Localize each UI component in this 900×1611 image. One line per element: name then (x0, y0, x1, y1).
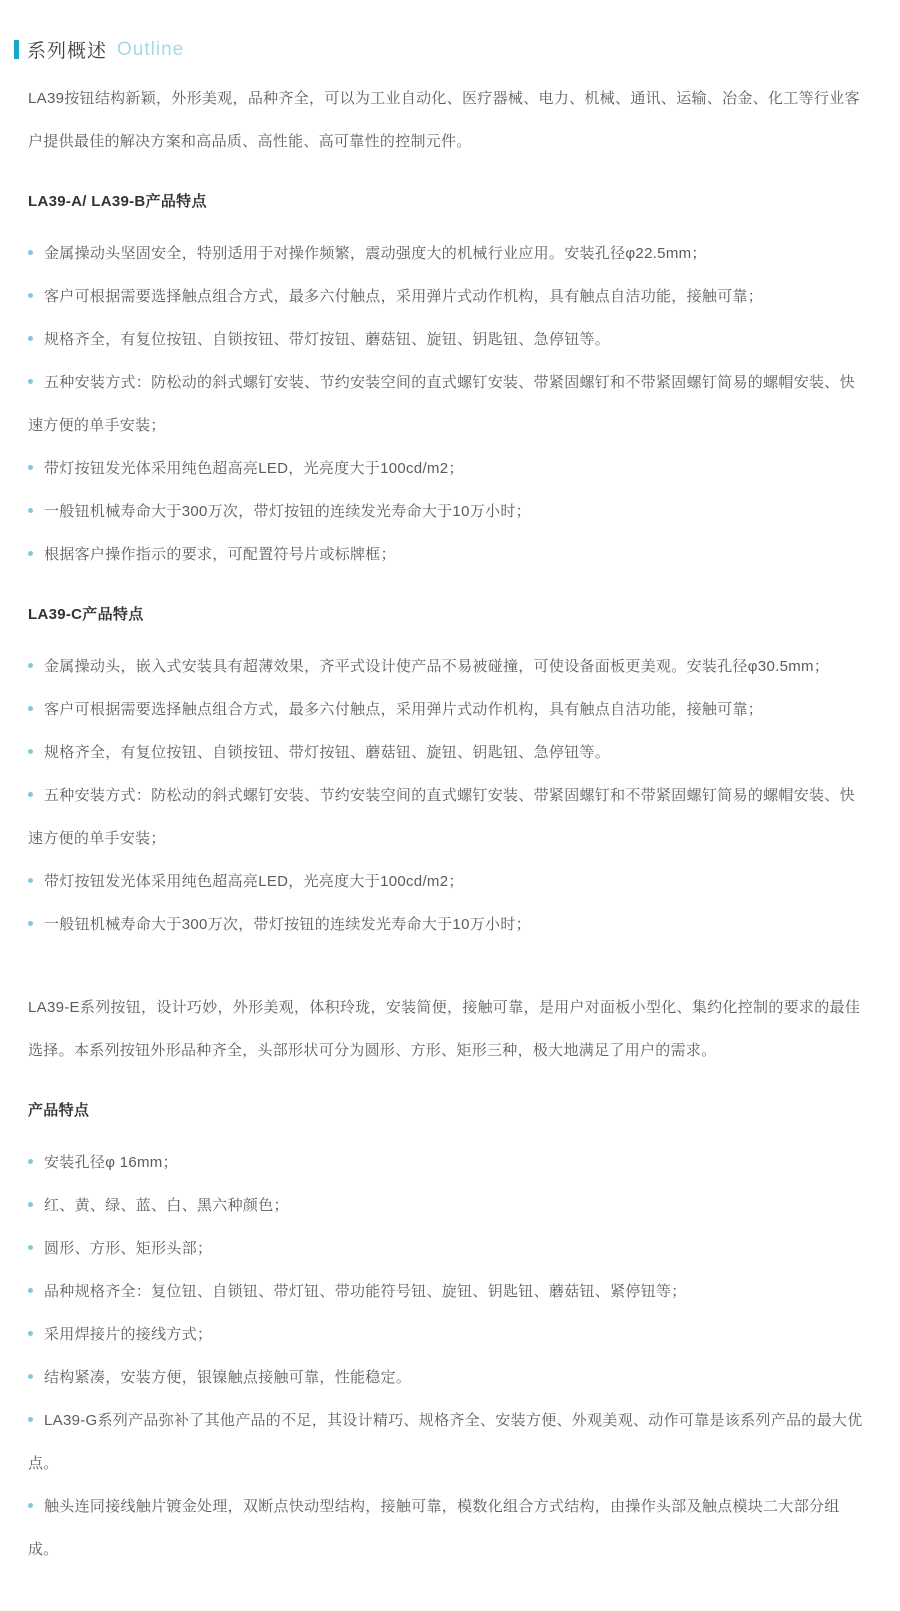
bullet-dot-icon (28, 1331, 33, 1336)
bullet-item (28, 688, 870, 731)
bullet-text: 规格齐全，有复位按钮、自锁按钮、带灯按钮、蘑菇钮、旋钮、钥匙钮、急停钮等。 (44, 744, 611, 761)
bullet-text: 客户可根据需要选择触点组合方式，最多六付触点，采用弹片式动作机构，具有触点自洁功能，接触可靠； (44, 701, 764, 718)
bullet-text: 结构紧凑，安装方便，银镍触点接触可靠，性能稳定。 (44, 1369, 412, 1386)
bullet-text: LA39-G系列产品弥补了其他产品的不足，其设计精巧、规格齐全、安装方便、外观美观、动作可靠是该系列产品的最大优点。 (28, 1412, 863, 1472)
bullet-dot-icon (28, 1202, 33, 1207)
bullet-item (28, 903, 870, 946)
bullet-item (28, 645, 870, 688)
bullet-text: 一般钮机械寿命大于300万次，带灯按钮的连续发光寿命大于10万小时； (44, 916, 531, 933)
bullet-dot-icon (28, 336, 33, 341)
bullet-item (28, 1227, 870, 1270)
bullet-text: 采用焊接片的接线方式； (44, 1326, 213, 1343)
section-heading: LA39-A/ LA39-B产品特点 (28, 193, 207, 210)
bullet-dot-icon (28, 1288, 33, 1293)
bullet-item (28, 1356, 870, 1399)
bullet-item (28, 275, 870, 318)
bullet-item (28, 447, 870, 490)
bullet-text: 品种规格齐全：复位钮、自锁钮、带灯钮、带功能符号钮、旋钮、钥匙钮、蘑菇钮、紧停钮等； (44, 1283, 687, 1300)
bullet-text: 规格齐全，有复位按钮、自锁按钮、带灯按钮、蘑菇钮、旋钮、钥匙钮、急停钮等。 (44, 331, 611, 348)
bullet-text: 安装孔径φ 16mm； (44, 1154, 178, 1171)
bullet-item (28, 490, 870, 533)
bullet-text: 根据客户操作指示的要求，可配置符号片或标牌框； (44, 546, 396, 563)
bullet-item (28, 1313, 870, 1356)
section-paragraph: LA39-E系列按钮，设计巧妙，外形美观，体积玲珑，安装简便，接触可靠，是用户对面板小型化、集约化控制的要求的最佳选择。本系列按钮外形品种齐全，头部形状可分为圆形、方形、矩形三种，极大地满足了用户的需求。 (28, 999, 861, 1059)
bullet-text: 触头连同接线触片镀金处理，双断点快动型结构，接触可靠，模数化组合方式结构，由操作头部及触点模块二大部分组成。 (28, 1498, 840, 1558)
bullet-dot-icon (28, 379, 33, 384)
bullet-text: 客户可根据需要选择触点组合方式，最多六付触点，采用弹片式动作机构，具有触点自洁功能，接触可靠； (44, 288, 764, 305)
page-title-en: Outline (117, 38, 185, 60)
bullet-item (28, 1399, 870, 1485)
section-heading: LA39-C产品特点 (28, 606, 144, 623)
bullet-item (28, 731, 870, 774)
bullet-dot-icon (28, 706, 33, 711)
bullet-dot-icon (28, 508, 33, 513)
bullet-list (28, 1141, 870, 1571)
bullet-item (28, 533, 870, 576)
bullet-item (28, 361, 870, 447)
bullet-item (28, 232, 870, 275)
bullet-text: 圆形、方形、矩形头部； (44, 1240, 213, 1257)
sections (28, 190, 870, 1571)
section-header (14, 36, 870, 63)
bullet-list (28, 232, 870, 576)
bullet-dot-icon (28, 250, 33, 255)
bullet-dot-icon (28, 1245, 33, 1250)
bullet-dot-icon (28, 749, 33, 754)
bullet-item (28, 318, 870, 361)
intro-paragraph: LA39按钮结构新颖，外形美观，品种齐全，可以为工业自动化、医疗器械、电力、机械、通讯、运输、冶金、化工等行业客户提供最佳的解决方案和高品质、高性能、高可靠性的控制元件。 (28, 90, 860, 150)
bullet-list (28, 645, 870, 946)
page-title: 系列概述 (27, 41, 108, 62)
bullet-item (28, 1141, 870, 1184)
bullet-text: 带灯按钮发光体采用纯色超高亮LED，光亮度大于100cd/m2； (44, 873, 464, 890)
bullet-dot-icon (28, 878, 33, 883)
bullet-item (28, 860, 870, 903)
bullet-dot-icon (28, 551, 33, 556)
bullet-text: 红、黄、绿、蓝、白、黑六种颜色； (44, 1197, 289, 1214)
bullet-item (28, 1485, 870, 1571)
bullet-dot-icon (28, 1159, 33, 1164)
bullet-text: 金属操动头坚固安全，特别适用于对操作频繁，震动强度大的机械行业应用。安装孔径φ22.5mm； (44, 245, 707, 262)
bullet-dot-icon (28, 1374, 33, 1379)
section-heading: 产品特点 (28, 1102, 90, 1119)
bullet-item (28, 1270, 870, 1313)
bullet-dot-icon (28, 293, 33, 298)
bullet-dot-icon (28, 792, 33, 797)
bullet-text: 一般钮机械寿命大于300万次，带灯按钮的连续发光寿命大于10万小时； (44, 503, 531, 520)
accent-bar-icon (14, 40, 19, 59)
bullet-dot-icon (28, 465, 33, 470)
bullet-text: 金属操动头，嵌入式安装具有超薄效果，齐平式设计使产品不易被碰撞，可使设备面板更美观。安装孔径φ30.5mm； (44, 658, 830, 675)
bullet-text: 带灯按钮发光体采用纯色超高亮LED，光亮度大于100cd/m2； (44, 460, 464, 477)
bullet-dot-icon (28, 1417, 33, 1422)
bullet-text: 五种安装方式：防松动的斜式螺钉安装、节约安装空间的直式螺钉安装、带紧固螺钉和不带紧固螺钉简易的螺帽安装、快速方便的单手安装； (28, 787, 855, 847)
bullet-dot-icon (28, 1503, 33, 1508)
bullet-text: 五种安装方式：防松动的斜式螺钉安装、节约安装空间的直式螺钉安装、带紧固螺钉和不带紧固螺钉简易的螺帽安装、快速方便的单手安装； (28, 374, 855, 434)
bullet-dot-icon (28, 663, 33, 668)
bullet-dot-icon (28, 921, 33, 926)
bullet-item (28, 1184, 870, 1227)
bullet-item (28, 774, 870, 860)
